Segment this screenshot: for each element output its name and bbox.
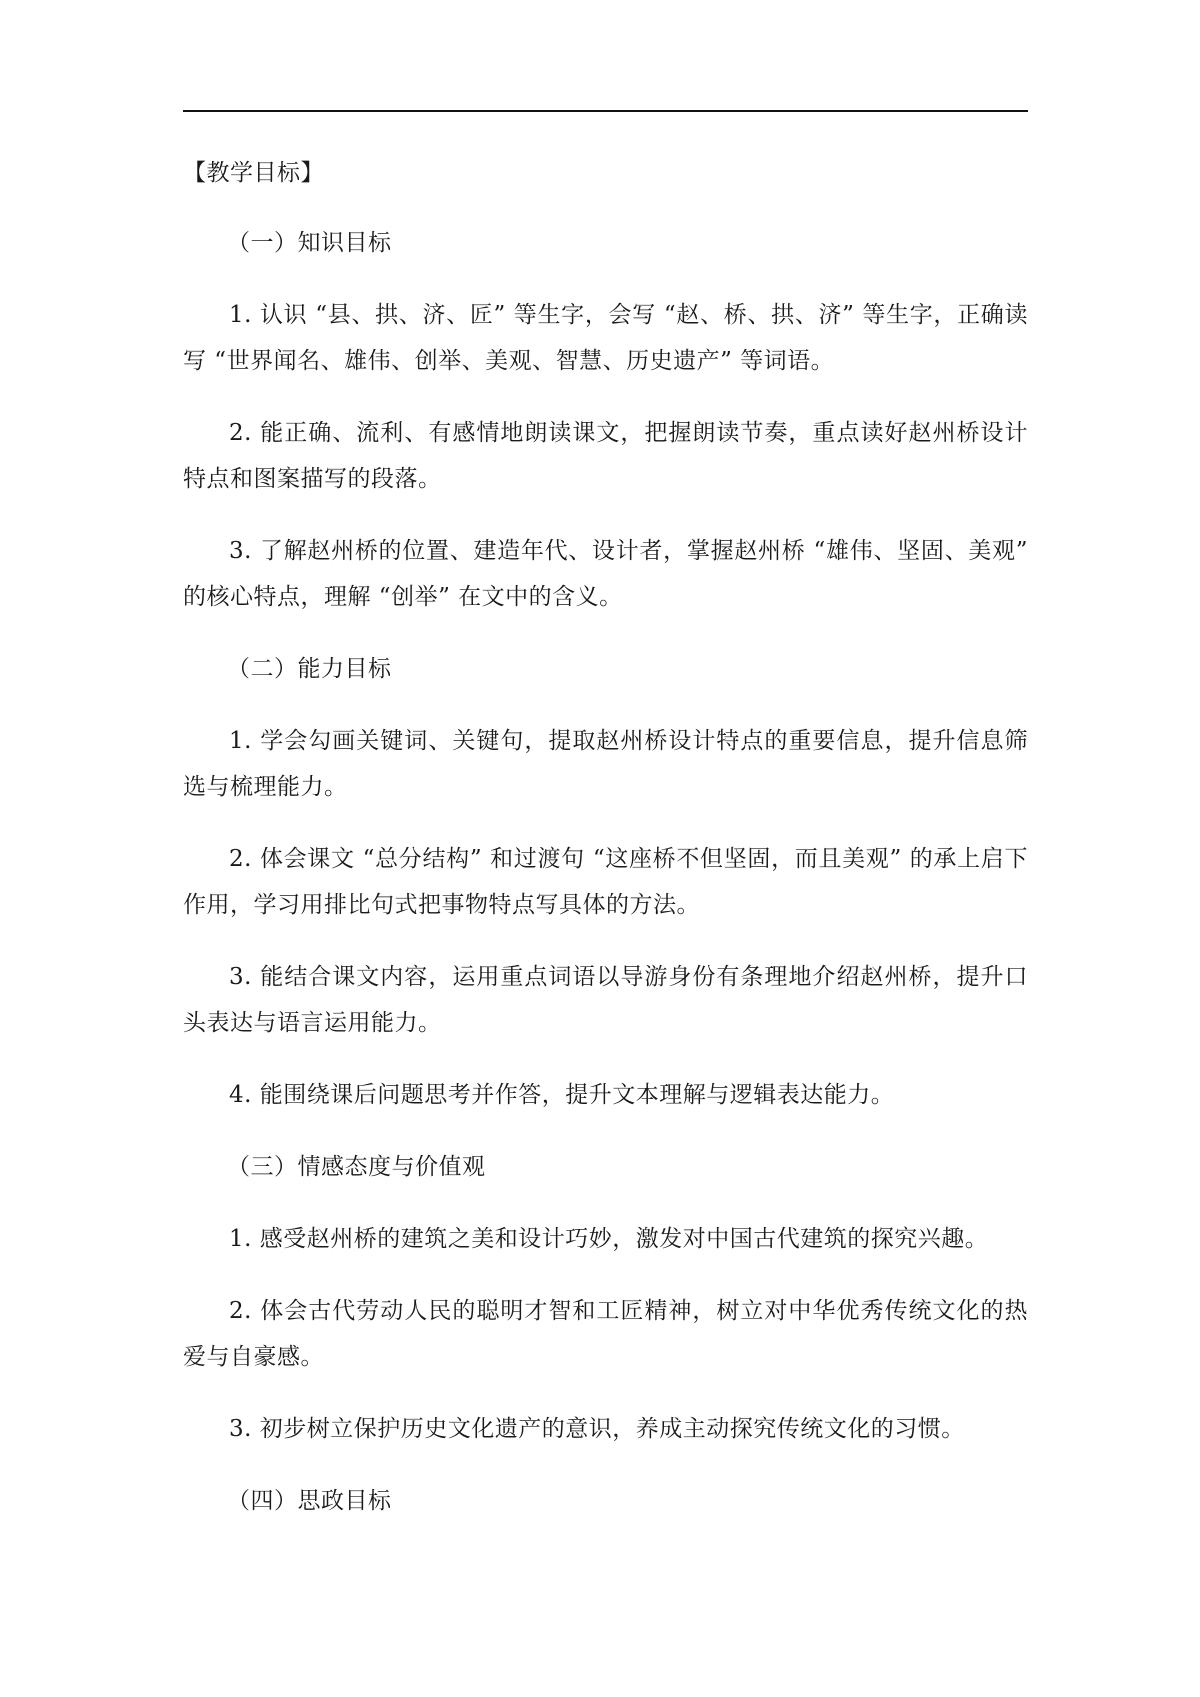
- ability-item-2: 2. 体会课文 “总分结构” 和过渡句 “这座桥不但坚固，而且美观” 的承上启下作用，学习用排比句式把事物特点写具体的方法。: [183, 846, 1028, 918]
- section-heading-ability: （二）能力目标: [227, 656, 392, 682]
- knowledge-item-2: 2. 能正确、流利、有感情地朗读课文，把握朗读节奏，重点读好赵州桥设计特点和图案描写的段落。: [183, 420, 1028, 492]
- document-body: [183, 150, 1028, 1550]
- document-title: 【教学目标】: [183, 160, 324, 186]
- knowledge-item-1: 1. 认识 “县、拱、济、匠” 等生字，会写 “赵、桥、拱、济” 等生字，正确读写 “世界闻名、雄伟、创举、美观、智慧、历史遗产” 等词语。: [183, 302, 1028, 374]
- ability-item-4: 4. 能围绕课后问题思考并作答，提升文本理解与逻辑表达能力。: [229, 1082, 895, 1108]
- knowledge-item-3: 3. 了解赵州桥的位置、建造年代、设计者，掌握赵州桥 “雄伟、坚固、美观” 的核心特点，理解 “创举” 在文中的含义。: [183, 538, 1028, 610]
- section-heading-emotion: （三）情感态度与价值观: [227, 1154, 486, 1180]
- emotion-item-1: 1. 感受赵州桥的建筑之美和设计巧妙，激发对中国古代建筑的探究兴趣。: [229, 1226, 989, 1252]
- emotion-item-2: 2. 体会古代劳动人民的聪明才智和工匠精神，树立对中华优秀传统文化的热爱与自豪感。: [183, 1298, 1028, 1370]
- header-rule: [183, 110, 1028, 112]
- ability-item-3: 3. 能结合课文内容，运用重点词语以导游身份有条理地介绍赵州桥，提升口头表达与语言运用能力。: [183, 964, 1028, 1036]
- section-heading-ideology: （四）思政目标: [227, 1488, 392, 1514]
- section-heading-knowledge: （一）知识目标: [227, 230, 392, 256]
- emotion-item-3: 3. 初步树立保护历史文化遗产的意识，养成主动探究传统文化的习惯。: [229, 1416, 965, 1442]
- ability-item-1: 1. 学会勾画关键词、关键句，提取赵州桥设计特点的重要信息，提升信息筛选与梳理能力。: [183, 728, 1028, 800]
- document-page: [183, 0, 1028, 1697]
